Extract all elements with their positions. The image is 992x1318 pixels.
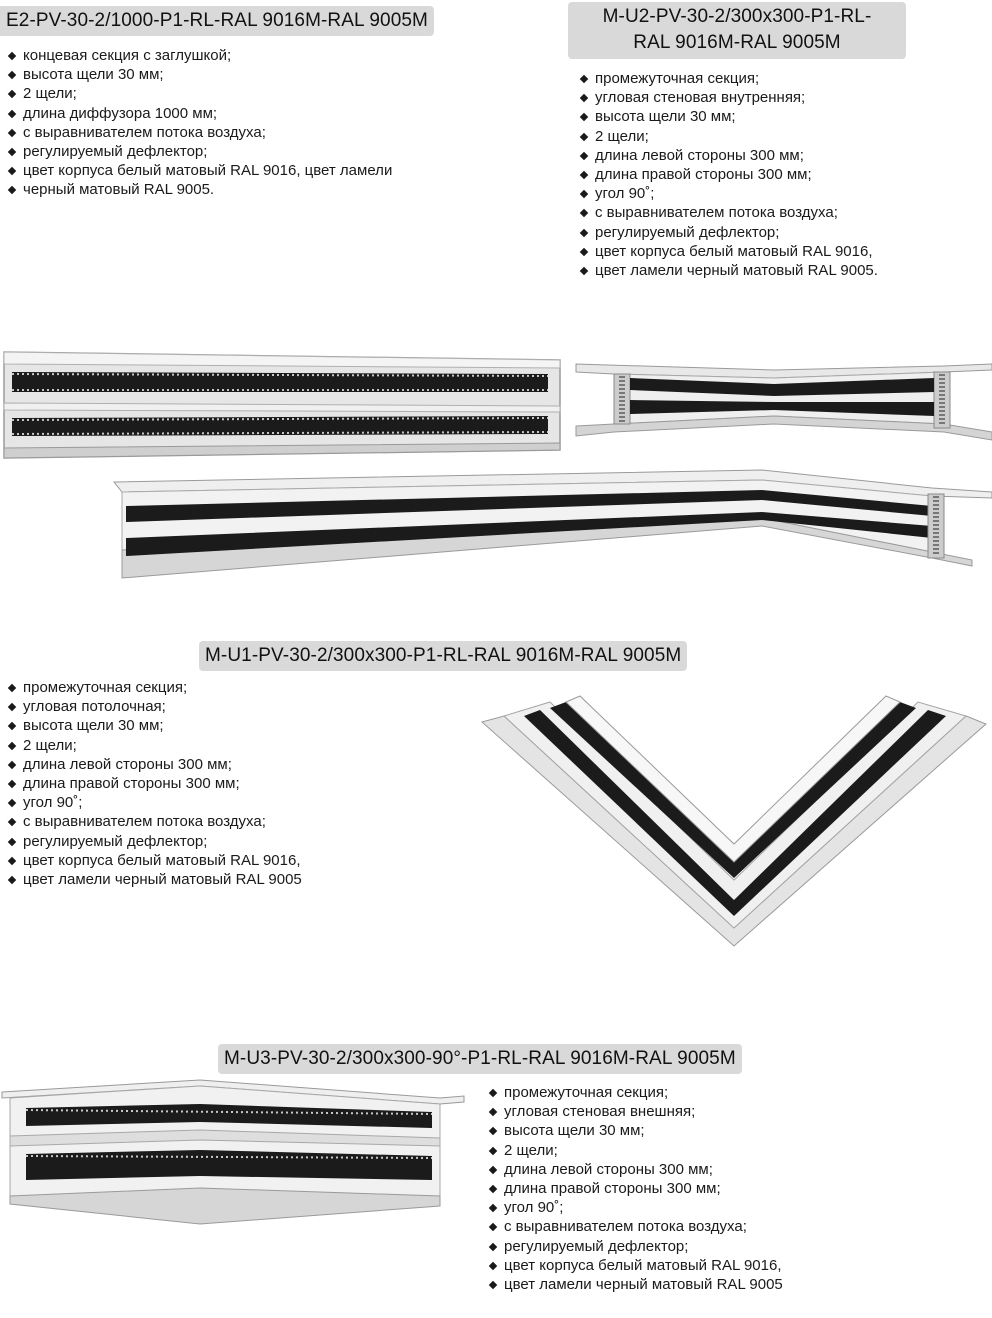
diamond-bullet-icon	[8, 109, 16, 117]
spec-item	[7, 832, 302, 851]
diamond-bullet-icon	[489, 1204, 497, 1212]
spec-item-text: цвет корпуса белый матовый RAL 9016, цвет ламели	[23, 162, 393, 180]
spec-item-text: с выравнивателем потока воздуха;	[595, 204, 838, 222]
diamond-bullet-icon	[489, 1185, 497, 1193]
spec-item	[7, 851, 302, 870]
product-code-m-u2-line2: RAL 9016M-RAL 9005M	[633, 32, 841, 53]
spec-item	[488, 1141, 783, 1160]
spec-item-text: длина правой стороны 300 мм;	[595, 166, 812, 184]
spec-list-e2	[7, 46, 392, 200]
diamond-bullet-icon	[580, 171, 588, 179]
spec-item-text: цвет ламели черный матовый RAL 9005.	[595, 262, 878, 280]
diffuser-e2-slot-upper	[12, 372, 548, 392]
spec-item-text: с выравнивателем потока воздуха;	[23, 123, 266, 141]
diamond-bullet-icon	[489, 1127, 497, 1135]
spec-item	[488, 1160, 783, 1179]
spec-item	[579, 165, 878, 184]
diffuser-e2-slot-lower	[12, 416, 548, 436]
spec-item	[579, 88, 878, 107]
spec-item	[7, 65, 392, 84]
diamond-bullet-icon	[580, 209, 588, 217]
spec-item-text: концевая секция с заглушкой;	[23, 47, 232, 64]
spec-item-text: длина правой стороны 300 мм;	[23, 775, 240, 793]
spec-item	[488, 1121, 783, 1140]
spec-item-text: с выравнивателем потока воздуха;	[504, 1218, 747, 1236]
product-code-m-u1: M-U1-PV-30-2/300x300-P1-RL-RAL 9016M-RAL 9005M	[199, 641, 687, 671]
diamond-bullet-icon	[489, 1089, 497, 1097]
spec-item-text: угловая стеновая внутренняя;	[595, 89, 806, 107]
spec-item-text: длина диффузора 1000 мм;	[23, 104, 218, 122]
diamond-bullet-icon	[8, 90, 16, 98]
spec-item	[488, 1083, 783, 1102]
spec-item	[7, 123, 392, 142]
product-code-m-u2	[568, 2, 906, 59]
diamond-bullet-icon	[489, 1108, 497, 1116]
spec-item	[7, 180, 392, 199]
spec-item-text: цвет ламели черный матовый RAL 9005	[504, 1276, 783, 1294]
diamond-bullet-icon	[580, 152, 588, 160]
diamond-bullet-icon	[8, 818, 16, 826]
spec-item-text: промежуточная секция;	[504, 1084, 669, 1101]
diffuser-e2-frame	[4, 352, 560, 458]
spec-item-text: высота щели 30 мм;	[504, 1122, 645, 1140]
spec-item	[488, 1179, 783, 1198]
spec-item	[579, 242, 878, 261]
spec-list-m-u1	[7, 678, 302, 889]
spec-item	[488, 1217, 783, 1236]
spec-item-text: цвет корпуса белый матовый RAL 9016,	[504, 1256, 782, 1274]
diamond-bullet-icon	[8, 167, 16, 175]
spec-item-text: 2 щели;	[595, 127, 649, 145]
spec-item	[7, 774, 302, 793]
spec-item	[488, 1198, 783, 1217]
diffuser-m-u3-photo	[0, 1076, 466, 1228]
diamond-bullet-icon	[580, 113, 588, 121]
diamond-bullet-icon	[8, 703, 16, 711]
diffuser-m-u1-photo	[480, 694, 992, 950]
spec-item-text: угол 90˚;	[23, 794, 83, 812]
diamond-bullet-icon	[580, 228, 588, 236]
diamond-bullet-icon	[8, 722, 16, 730]
diffuser-m-u2-perforated-end-right	[934, 372, 950, 428]
diamond-bullet-icon	[8, 837, 16, 845]
diamond-bullet-icon	[580, 190, 588, 198]
spec-item	[488, 1256, 783, 1275]
spec-item	[7, 142, 392, 161]
spec-item	[7, 697, 302, 716]
spec-item	[579, 184, 878, 203]
spec-item	[579, 127, 878, 146]
spec-item	[488, 1102, 783, 1121]
spec-item-text: длина левой стороны 300 мм;	[595, 146, 804, 164]
diamond-bullet-icon	[8, 741, 16, 749]
spec-item-text: промежуточная секция;	[595, 70, 760, 87]
spec-item-text: высота щели 30 мм;	[23, 717, 164, 735]
diamond-bullet-icon	[489, 1223, 497, 1231]
spec-item	[579, 107, 878, 126]
spec-item-text: 2 щели;	[23, 736, 77, 754]
spec-item-text: промежуточная секция;	[23, 679, 188, 696]
product-code-m-u3: M-U3-PV-30-2/300x300-90°-P1-RL-RAL 9016M-RAL 9005M	[218, 1044, 742, 1074]
spec-item-text: регулируемый дефлектор;	[595, 223, 780, 241]
diffuser-m-u2-perforated-end-left	[614, 374, 630, 424]
spec-item-text: длина правой стороны 300 мм;	[504, 1180, 721, 1198]
spec-item-text: цвет корпуса белый матовый RAL 9016,	[595, 242, 873, 260]
diamond-bullet-icon	[8, 799, 16, 807]
diamond-bullet-icon	[8, 857, 16, 865]
spec-item	[579, 203, 878, 222]
spec-item-text: высота щели 30 мм;	[595, 108, 736, 126]
diffuser-e2-photo	[0, 348, 566, 460]
diamond-bullet-icon	[580, 94, 588, 102]
spec-list-m-u2	[579, 69, 878, 280]
diamond-bullet-icon	[8, 684, 16, 692]
diamond-bullet-icon	[8, 148, 16, 156]
diamond-bullet-icon	[8, 780, 16, 788]
spec-item-text: угол 90˚;	[504, 1199, 564, 1217]
spec-item	[7, 161, 392, 180]
diamond-bullet-icon	[580, 248, 588, 256]
spec-item	[7, 870, 302, 889]
spec-item	[7, 716, 302, 735]
diamond-bullet-icon	[489, 1262, 497, 1270]
spec-item	[488, 1275, 783, 1294]
spec-item-text: 2 щели;	[23, 85, 77, 103]
spec-item	[579, 261, 878, 280]
spec-item	[579, 69, 878, 88]
spec-item	[7, 755, 302, 774]
diamond-bullet-icon	[580, 75, 588, 83]
spec-item-text: с выравнивателем потока воздуха;	[23, 813, 266, 831]
diamond-bullet-icon	[8, 129, 16, 137]
spec-item	[7, 104, 392, 123]
spec-item	[7, 678, 302, 697]
spec-item-text: угловая стеновая внешняя;	[504, 1103, 696, 1121]
spec-item-text: 2 щели;	[504, 1141, 558, 1159]
spec-list-m-u3	[488, 1083, 783, 1294]
spec-item	[7, 793, 302, 812]
diffuser-m-u2-photo	[574, 356, 992, 448]
diamond-bullet-icon	[8, 52, 16, 60]
spec-item	[7, 812, 302, 831]
product-code-m-u2-line1: M-U2-PV-30-2/300x300-P1-RL-	[602, 6, 872, 27]
diamond-bullet-icon	[489, 1242, 497, 1250]
spec-item-text: цвет ламели черный матовый RAL 9005	[23, 871, 302, 889]
spec-item-text: регулируемый дефлектор;	[23, 143, 208, 161]
spec-item-text: регулируемый дефлектор;	[23, 832, 208, 850]
spec-item-text: регулируемый дефлектор;	[504, 1237, 689, 1255]
diamond-bullet-icon	[8, 876, 16, 884]
spec-item	[7, 736, 302, 755]
spec-item	[7, 84, 392, 103]
diamond-bullet-icon	[8, 71, 16, 79]
spec-item	[7, 46, 392, 65]
spec-item-text: угловая потолочная;	[23, 698, 166, 716]
diamond-bullet-icon	[8, 761, 16, 769]
spec-item	[579, 223, 878, 242]
diamond-bullet-icon	[580, 132, 588, 140]
diamond-bullet-icon	[580, 267, 588, 275]
diamond-bullet-icon	[489, 1146, 497, 1154]
diamond-bullet-icon	[489, 1281, 497, 1289]
spec-item-text: цвет корпуса белый матовый RAL 9016,	[23, 851, 301, 869]
spec-item-text: высота щели 30 мм;	[23, 66, 164, 84]
product-code-e2: E2-PV-30-2/1000-P1-RL-RAL 9016M-RAL 9005M	[0, 6, 434, 36]
spec-item-text: черный матовый RAL 9005.	[23, 181, 215, 199]
spec-item	[488, 1237, 783, 1256]
diamond-bullet-icon	[489, 1166, 497, 1174]
spec-item-text: угол 90˚;	[595, 185, 655, 203]
spec-item-text: длина левой стороны 300 мм;	[504, 1160, 713, 1178]
spec-item-text: длина левой стороны 300 мм;	[23, 755, 232, 773]
diffuser-m-u3-slot-lower	[26, 1150, 432, 1180]
diffuser-corner-long-photo	[112, 466, 992, 584]
diffuser-corner-long-perforated-end	[928, 494, 944, 558]
diamond-bullet-icon	[8, 186, 16, 194]
spec-item	[579, 146, 878, 165]
